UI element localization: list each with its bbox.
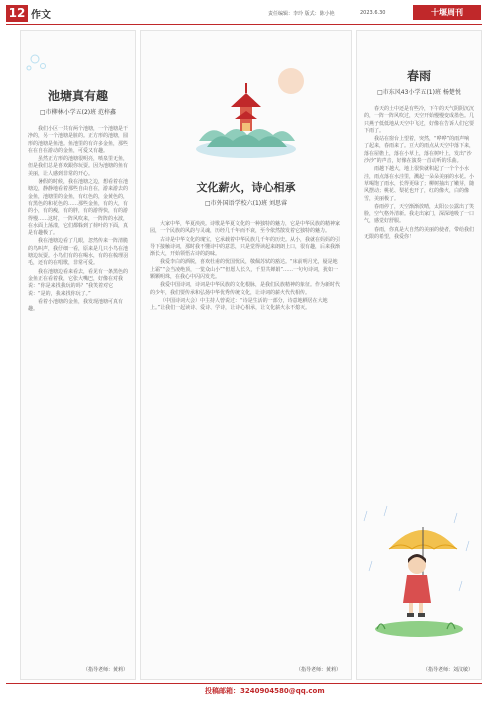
article3-advisor: （指导老师：刘汶敏） [422,667,473,673]
article2-title: 文化薪火，诗心相承 [196,181,296,194]
article3-body [364,106,474,241]
masthead: 十堰周刊 [413,5,481,20]
paragraph: 春雨，你真是大自然的美丽的使者，带给我们无限的希望，我爱你！ [364,226,475,241]
article2-advisor: （指导老师：黄莉） [295,667,341,673]
paragraph: 看着小池塘的金鱼，我发现池塘可真有趣。 [28,298,124,313]
paragraph: 大家中华，华夏泱泱。诗歌是华夏文化的一种独特的魅力，它是中华民族的精神家园，一个民族的风韵与灵魂，历经几千年而不衰，至今依然散发着它独特的魅力。 [150,221,341,235]
article2-body [150,221,342,313]
paragraph: 我们小区一共有两个池塘，一个池塘是干净的，另一个池塘是脏的。正方形的池塘，圆形的池塘是鱼池。鱼池里的有许多金鱼，那些在在自在游动的金鱼，可爱又有趣。 [28,126,129,154]
page-footer [0,683,488,701]
paragraph: （中国诗词大会）中主持人曾说过：“诗是生活的一部分，诗意地栖居在大地上。”让我们一起读诗、爱诗、学诗，让诗心相承，让文化薪火永不熄灭。 [150,297,328,312]
article3-title: 春雨 [406,69,431,83]
paragraph: 虽然正方形的池塘很明亮，喷泉里无鱼，但是我们总是喜欢跟你玩耍。因为池塘的鱼有美丽，让人感到非常的开心。 [28,156,129,177]
paragraph: 春雨停了，天空渐渐放晴，太阳公公露出了笑脸，空气格外清新。我走出家门，深深地吸了一口气，感觉好舒服。 [364,203,475,225]
paragraph: 春天的土中还是有些冷，下午的天气阴阴沉沉的，一阵一阵风吹过，天空开始慢慢变成墨色。几只燕子低低地从天空中飞过，好像在告诉人们它要下雨了。 [364,106,475,134]
page-header [0,0,488,26]
paragraph: 暑假的时候，我在池塘之边，想看着在池塘边，静静地看着那些自由自在，游来游去的金鱼，池塘里的金鱼，有红色的，金黄色的，有黑色的和花色的……那些金鱼，有的大，有的小，有的瘦，有的胖，有的游得快，有的游得慢……这时，一阵风吹来，一阵阵的水波，在水面上荡漾，它们都躲到了荷叶的下面，真是有趣极了。 [28,179,129,237]
girl-with-umbrella-illustration [357,501,481,651]
article-column-2 [140,30,352,680]
paragraph: 我在池塘边看来看去，看见有一条黑色的金鱼正在看着我，它张大嘴巴，好像在对我说：“你是来找我玩的吗？”我笑着对它说：“是的，我来找你玩了。” [28,268,129,297]
paragraph: 我爱李白的洒脱，喜欢杜甫的忧国忧民，敬佩苏轼的豁达。“床前明月光，疑是地上霜”“会当凌绝顶，一览众山小”“但愿人长久，千里共婵娟”……一句句诗词，犹如一颗颗明珠，在我心中闪闪发光。 [150,259,338,281]
paragraph: 我爱中国诗词，诗词是中华民族的文化根脉，是我们民族精神的象征。作为新时代的少年，我们要传承和弘扬中华优秀传统文化，让诗词的薪火代代相传。 [150,282,341,296]
bubble-decoration [21,51,135,75]
article3-byline: □市东风43小学五(1)班 杨楚悦 [377,89,461,96]
article-column-1 [20,30,136,680]
article2-byline: □市外国语学校六(1)班 刘思睿 [204,200,288,207]
editor-credits: 责任编辑：李玲 版式：陈小艳 [268,11,335,17]
article-column-3 [356,30,482,680]
section-title: 作文 [31,10,51,21]
issue-date: 2023.6.30 [360,10,386,16]
article1-body [28,126,128,313]
paragraph: 雨越下越大，地上很快就积起了一个个小水洼，雨点落在水洼里，溅起一朵朵美丽的水花。小草喝饱了雨水，长得更绿了；柳树抽出了嫩芽，随风摆动；桃花、梨花也开了，红的像火，白的像雪，美丽极了。 [364,166,475,202]
paragraph: 我在池塘边看了几眼，忽然传来一阵清脆的鸟叫声，我仔细一看，原来是几只小鸟在池塘边玩耍。小鸟们有的在喝水，有的在梳理羽毛，还有的在唱歌，非常可爱。 [28,238,129,267]
pavilion-illustration [141,31,351,176]
page-number: 12 [6,5,28,22]
article1-title: 池塘真有趣 [47,89,108,103]
article1-advisor: （指导老师：黄莉） [82,667,128,673]
footer-rule [6,683,482,684]
header-rule [6,24,482,25]
article1-byline: □市柳林小学五(2)班 范梓鑫 [39,109,117,116]
paragraph: 我站在窗台上望着，突然，“哗哗”的雨声响了起来，春雨来了。豆大的雨点从天空中落下来，落在屋檐上，落在小草上，落在树叶上，发出“沙沙沙”的声音，好像在演奏一首动听的乐曲。 [364,136,475,165]
paragraph: 古诗是中华文化的瑰宝，它承载着中华民族几千年的历史。从小，我就在妈妈的引导下接触诗词，那时我不懂诗中的意思，只是觉得读起来朗朗上口，很有趣，后来我渐渐长大，开始领悟古诗的韵味。 [150,236,341,258]
submission-email[interactable]: 投稿邮箱：3240904580@qq.com [205,687,325,695]
